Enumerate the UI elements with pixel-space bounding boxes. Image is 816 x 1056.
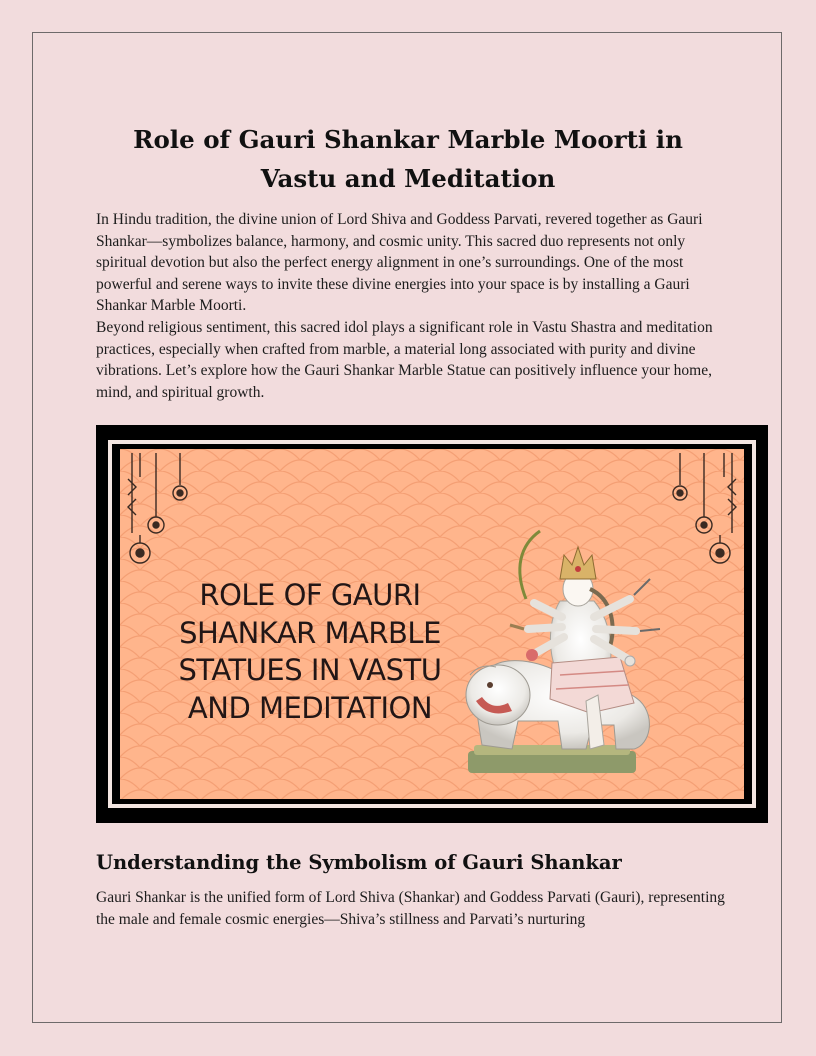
banner-image — [96, 425, 768, 823]
banner-heading — [160, 577, 460, 727]
banner-line: SHANKAR MARBLE — [179, 615, 441, 650]
document-title: Role of Gauri Shankar Marble Moorti in Vastu and Meditation — [133, 125, 683, 193]
intro-paragraph: In Hindu tradition, the divine union of Lord Shiva and Goddess Parvati, revered together as Gauri Shankar—symbolizes balance, harmony, and cosmic unity. This sacred duo represents not only spiritual devotion but also the perfect energy alignment in one’s surroundings. One of the most powerful and serene ways to invite these divine energies into your space is by installing a Gauri Shankar Marble Moorti. — [96, 211, 703, 315]
second-paragraph: Beyond religious sentiment, this sacred idol plays a significant role in Vastu Shastra and meditation practices, especially when crafted from marble, a material long associated with purity and divine vibrations. Let’s explore how the Gauri Shankar Marble Statue can positively influence your home, mind, and spiritual growth. — [96, 319, 713, 401]
banner-line: ROLE OF GAURI — [199, 578, 421, 612]
banner-line: STATUES IN VASTU — [178, 653, 442, 687]
banner-line: AND MEDITATION — [187, 690, 433, 725]
section-heading: Understanding the Symbolism of Gauri Shankar — [96, 851, 622, 874]
section-paragraph: Gauri Shankar is the unified form of Lord Shiva (Shankar) and Goddess Parvati (Gauri), representing the male and female cosmic energies—Shiva’s stillness and Parvati’s nurturing — [96, 889, 725, 928]
banner-panel — [120, 449, 744, 799]
